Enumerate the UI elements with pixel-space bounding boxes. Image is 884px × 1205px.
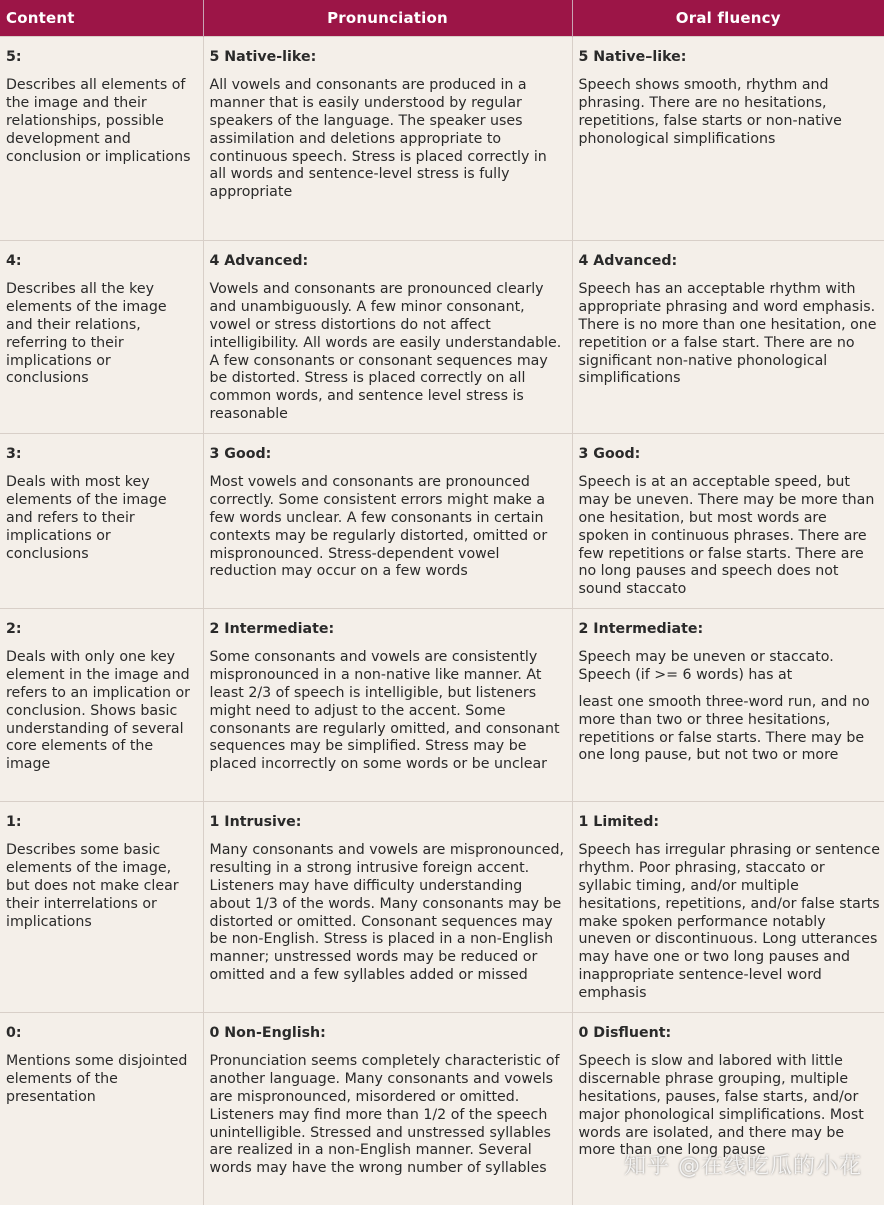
fluency-description: Speech has an acceptable rhythm with appropriate phrasing and word emphasis. There is no more than one hesitation, one repetition or a false start. There are no significant non-native phonological simplifications (578, 280, 877, 387)
pronunciation-cell (203, 37, 572, 241)
pronunciation-level: 5 Native-like: (209, 49, 317, 65)
fluency-level: 4 Advanced: (578, 253, 678, 269)
content-description: Deals with most key elements of the image and refers to their implications or conclusions (6, 473, 167, 562)
pronunciation-cell (203, 802, 572, 1013)
pronunciation-level: 3 Good: (209, 446, 272, 462)
table-row (0, 241, 884, 434)
header-oral-fluency: Oral fluency (572, 0, 884, 37)
content-cell (0, 1013, 203, 1205)
fluency-cell (572, 609, 884, 802)
pronunciation-level: 2 Intermediate: (209, 621, 335, 637)
table-row (0, 802, 884, 1013)
fluency-description: Speech may be uneven or staccato. Speech (if >= 6 words) has at (578, 648, 834, 683)
table-row (0, 434, 884, 609)
pronunciation-cell (203, 609, 572, 802)
fluency-level: 2 Intermediate: (578, 621, 704, 637)
content-cell (0, 37, 203, 241)
pronunciation-level: 4 Advanced: (209, 253, 309, 269)
pronunciation-level: 1 Intrusive: (209, 814, 302, 830)
pronunciation-description: Pronunciation seems completely characteristic of another language. Many consonants and vowels are mispronounced, misordered or omitted. Listeners may find more than 1/2 of the speech unintelligible. Stressed and unstressed syllables are realized in a non-English manner. Several words may have the wrong number of syllables (209, 1052, 560, 1177)
fluency-cell (572, 802, 884, 1013)
table-row (0, 37, 884, 241)
fluency-level: 5 Native–like: (578, 49, 687, 65)
pronunciation-description: Some consonants and vowels are consistently mispronounced in a non-native like manner. At least 2/3 of speech is intelligible, but listeners might need to adjust to the accent. Some consonants are regularly omitted, and consonant sequences may be simplified. Stress may be placed incorrectly on some words or be unclear (209, 648, 560, 773)
header-pronunciation: Pronunciation (203, 0, 572, 37)
fluency-description: Speech has irregular phrasing or sentence rhythm. Poor phrasing, staccato or syllabic timing, and/or multiple hesitations, repetitions, and/or false starts make spoken performance notably uneven or discontinuous. Long utterances may have one or two long pauses and inappropriate sentence-level word emphasis (578, 841, 880, 1002)
table-row (0, 609, 884, 802)
fluency-cell (572, 241, 884, 434)
content-description: Describes all the key elements of the image and their relations, referring to their implications or conclusions (6, 280, 167, 387)
content-cell (0, 241, 203, 434)
watermark-text: 知乎 @在线吃瓜的小花 (624, 1154, 862, 1179)
fluency-level: 1 Limited: (578, 814, 660, 830)
content-score: 2: (6, 621, 22, 637)
fluency-description: Speech shows smooth, rhythm and phrasing. There are no hesitations, repetitions, false starts or non-native phonological simplifications (578, 76, 842, 147)
content-score: 0: (6, 1025, 22, 1041)
fluency-level: 3 Good: (578, 446, 641, 462)
content-description: Describes all elements of the image and their relationships, possible development and conclusion or implications (6, 76, 191, 165)
pronunciation-cell (203, 241, 572, 434)
pronunciation-description: Many consonants and vowels are mispronounced, resulting in a strong intrusive foreign accent. Listeners may have difficulty understanding about 1/3 of the words. Many consonants may be distorted or omitted. Consonant sequences may be non-English. Stress is placed in a non-English manner; unstressed words may be reduced or omitted and a few syllables added or missed (209, 841, 564, 984)
content-description: Describes some basic elements of the image, but does not make clear their interrelations or implications (6, 841, 179, 930)
content-score: 1: (6, 814, 22, 830)
header-row (0, 0, 884, 37)
fluency-cell (572, 434, 884, 609)
header-content: Content (0, 0, 203, 37)
pronunciation-description: Most vowels and consonants are pronounced correctly. Some consistent errors might make a few words unclear. A few consonants in certain contexts may be regularly distorted, omitted or mispronounced. Stress-dependent vowel reduction may occur on a few words (209, 473, 548, 580)
fluency-cell (572, 37, 884, 241)
content-description: Deals with only one key element in the image and refers to an implication or conclusion. Shows basic understanding of several core elements of the image (6, 648, 191, 773)
content-cell (0, 434, 203, 609)
content-description: Mentions some disjointed elements of the presentation (6, 1052, 188, 1105)
content-cell (0, 802, 203, 1013)
fluency-description-continued: least one smooth three-word run, and no more than two or three hesitations, repetitions or false starts. There may be one long pause, but not two or more (578, 693, 870, 764)
fluency-description: Speech is slow and labored with little discernable phrase grouping, multiple hesitations, pauses, false starts, and/or major phonological simplifications. Most words are isolated, and there may be more than one long pause (578, 1052, 864, 1159)
pronunciation-description: All vowels and consonants are produced in a manner that is easily understood by regular speakers of the language. The speaker uses assimilation and deletions appropriate to continuous speech. Stress is placed correctly in all words and sentence-level stress is fully appropriate (209, 76, 547, 201)
pronunciation-level: 0 Non-English: (209, 1025, 326, 1041)
pronunciation-cell (203, 1013, 572, 1205)
fluency-level: 0 Disfluent: (578, 1025, 672, 1041)
pronunciation-cell (203, 434, 572, 609)
content-score: 3: (6, 446, 22, 462)
pronunciation-description: Vowels and consonants are pronounced clearly and unambiguously. A few minor consonant, vowel or stress distortions do not affect intelligibility. All words are easily understandable. A few consonants or consonant sequences may be distorted. Stress is placed correctly on all common words, and sentence level stress is reasonable (209, 280, 562, 423)
content-score: 4: (6, 253, 22, 269)
content-score: 5: (6, 49, 22, 65)
content-cell (0, 609, 203, 802)
fluency-description: Speech is at an acceptable speed, but may be uneven. There may be more than one hesitation, but most words are spoken in continuous phrases. There are few repetitions or false starts. There are no long pauses and speech does not sound staccato (578, 473, 875, 598)
